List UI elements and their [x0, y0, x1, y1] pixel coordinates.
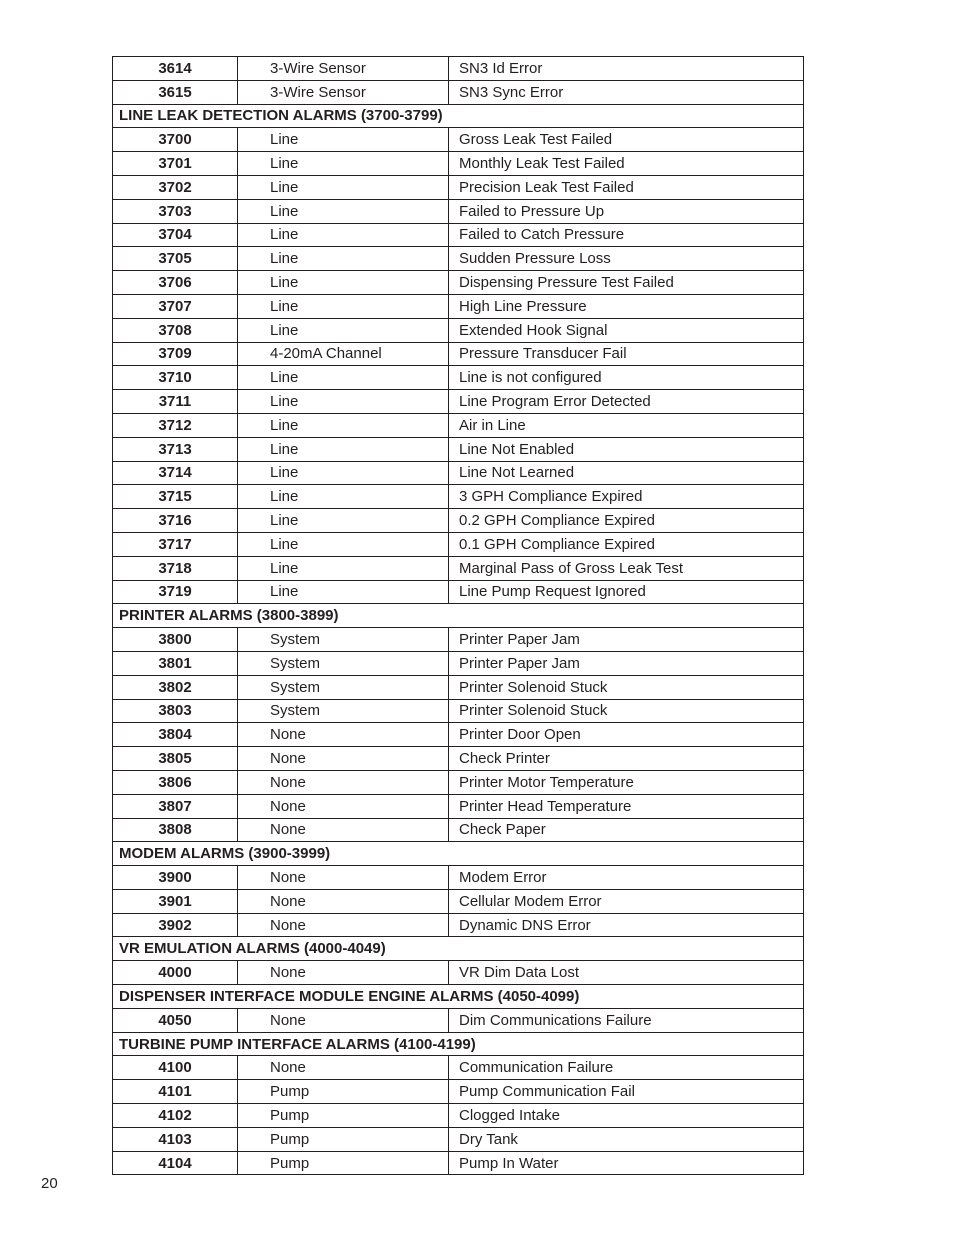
section-header-row: [113, 1032, 804, 1056]
alarm-description: Extended Hook Signal: [449, 318, 804, 342]
device-type: 3-Wire Sensor: [238, 57, 449, 81]
table-row: [113, 80, 804, 104]
alarm-code: 3711: [113, 390, 238, 414]
alarm-description: SN3 Id Error: [449, 57, 804, 81]
alarm-description: Printer Motor Temperature: [449, 770, 804, 794]
alarm-code: 4101: [113, 1080, 238, 1104]
alarm-code: 3804: [113, 723, 238, 747]
alarm-description: High Line Pressure: [449, 294, 804, 318]
device-type: Line: [238, 152, 449, 176]
alarm-code: 3701: [113, 152, 238, 176]
table-row: [113, 128, 804, 152]
alarm-description: Precision Leak Test Failed: [449, 175, 804, 199]
alarm-code: 3806: [113, 770, 238, 794]
alarm-code: 3800: [113, 628, 238, 652]
table-row: [113, 651, 804, 675]
device-type: Line: [238, 128, 449, 152]
alarm-description: Dispensing Pressure Test Failed: [449, 271, 804, 295]
table-row: [113, 1008, 804, 1032]
device-type: None: [238, 1056, 449, 1080]
device-type: Line: [238, 366, 449, 390]
alarm-code: 3700: [113, 128, 238, 152]
alarm-code: 4104: [113, 1151, 238, 1175]
table-row: [113, 747, 804, 771]
alarm-description: 3 GPH Compliance Expired: [449, 485, 804, 509]
alarm-description: 0.2 GPH Compliance Expired: [449, 509, 804, 533]
device-type: None: [238, 913, 449, 937]
alarm-code: 3715: [113, 485, 238, 509]
table-row: [113, 366, 804, 390]
alarm-description: SN3 Sync Error: [449, 80, 804, 104]
alarm-code: 3900: [113, 866, 238, 890]
page-number: 20: [41, 1175, 58, 1192]
device-type: Pump: [238, 1127, 449, 1151]
table-row: [113, 271, 804, 295]
table-row: [113, 223, 804, 247]
section-header-row: [113, 104, 804, 128]
table-row: [113, 318, 804, 342]
table-row: [113, 866, 804, 890]
alarm-description: Printer Door Open: [449, 723, 804, 747]
device-type: System: [238, 628, 449, 652]
alarm-code: 3713: [113, 437, 238, 461]
alarm-code: 3710: [113, 366, 238, 390]
device-type: Line: [238, 294, 449, 318]
device-type: 3-Wire Sensor: [238, 80, 449, 104]
alarm-code: 3803: [113, 699, 238, 723]
device-type: None: [238, 747, 449, 771]
alarm-description: Line Program Error Detected: [449, 390, 804, 414]
table-row: [113, 818, 804, 842]
device-type: Line: [238, 509, 449, 533]
table-row: [113, 509, 804, 533]
device-type: Line: [238, 413, 449, 437]
alarm-description: VR Dim Data Lost: [449, 961, 804, 985]
device-type: Pump: [238, 1104, 449, 1128]
device-type: Line: [238, 390, 449, 414]
device-type: None: [238, 818, 449, 842]
alarm-description: Clogged Intake: [449, 1104, 804, 1128]
alarm-code: 3703: [113, 199, 238, 223]
alarm-code: 3901: [113, 889, 238, 913]
table-row: [113, 961, 804, 985]
alarm-description: Line is not configured: [449, 366, 804, 390]
device-type: Line: [238, 580, 449, 604]
table-row: [113, 413, 804, 437]
device-type: None: [238, 866, 449, 890]
alarm-description: 0.1 GPH Compliance Expired: [449, 532, 804, 556]
section-header-row: [113, 937, 804, 961]
alarm-code: 3807: [113, 794, 238, 818]
alarm-code: 3902: [113, 913, 238, 937]
table-row: [113, 437, 804, 461]
device-type: None: [238, 961, 449, 985]
alarm-code: 4100: [113, 1056, 238, 1080]
device-type: Line: [238, 437, 449, 461]
device-type: None: [238, 723, 449, 747]
alarm-description: Line Not Learned: [449, 461, 804, 485]
alarm-description: Dynamic DNS Error: [449, 913, 804, 937]
table-row: [113, 723, 804, 747]
alarm-description: Failed to Pressure Up: [449, 199, 804, 223]
table-row: [113, 794, 804, 818]
device-type: Line: [238, 556, 449, 580]
table-row: [113, 461, 804, 485]
alarm-code: 3717: [113, 532, 238, 556]
alarm-code: 3708: [113, 318, 238, 342]
alarm-description: Gross Leak Test Failed: [449, 128, 804, 152]
alarm-code: 3714: [113, 461, 238, 485]
device-type: Pump: [238, 1151, 449, 1175]
alarm-description: Printer Paper Jam: [449, 628, 804, 652]
table-row: [113, 485, 804, 509]
table-row: [113, 247, 804, 271]
alarm-code: 4000: [113, 961, 238, 985]
table-row: [113, 1127, 804, 1151]
alarm-code: 3705: [113, 247, 238, 271]
alarm-code: 4050: [113, 1008, 238, 1032]
alarm-code: 3801: [113, 651, 238, 675]
table-row: [113, 770, 804, 794]
device-type: Line: [238, 485, 449, 509]
alarm-description: Dry Tank: [449, 1127, 804, 1151]
alarm-description: Marginal Pass of Gross Leak Test: [449, 556, 804, 580]
section-header: TURBINE PUMP INTERFACE ALARMS (4100-4199): [113, 1032, 804, 1056]
alarm-description: Communication Failure: [449, 1056, 804, 1080]
alarm-description: Air in Line: [449, 413, 804, 437]
table-row: [113, 199, 804, 223]
device-type: None: [238, 794, 449, 818]
table-row: [113, 175, 804, 199]
device-type: None: [238, 770, 449, 794]
table-row: [113, 57, 804, 81]
device-type: Line: [238, 247, 449, 271]
device-type: Line: [238, 223, 449, 247]
alarm-description: Printer Paper Jam: [449, 651, 804, 675]
section-header-row: [113, 985, 804, 1009]
alarm-description: Pump In Water: [449, 1151, 804, 1175]
section-header: VR EMULATION ALARMS (4000-4049): [113, 937, 804, 961]
section-header: MODEM ALARMS (3900-3999): [113, 842, 804, 866]
table-row: [113, 556, 804, 580]
alarm-description: Pressure Transducer Fail: [449, 342, 804, 366]
table-row: [113, 152, 804, 176]
alarm-code: 3615: [113, 80, 238, 104]
table-row: [113, 1104, 804, 1128]
table-row: [113, 1056, 804, 1080]
device-type: Line: [238, 461, 449, 485]
alarm-code: 3614: [113, 57, 238, 81]
table-row: [113, 390, 804, 414]
alarm-code: 3718: [113, 556, 238, 580]
device-type: 4-20mA Channel: [238, 342, 449, 366]
alarm-description: Monthly Leak Test Failed: [449, 152, 804, 176]
alarm-description: Printer Solenoid Stuck: [449, 699, 804, 723]
device-type: Line: [238, 318, 449, 342]
section-header: LINE LEAK DETECTION ALARMS (3700-3799): [113, 104, 804, 128]
table-row: [113, 913, 804, 937]
device-type: None: [238, 1008, 449, 1032]
alarm-code: 3709: [113, 342, 238, 366]
device-type: Line: [238, 199, 449, 223]
alarm-description: Line Pump Request Ignored: [449, 580, 804, 604]
alarm-code: 4103: [113, 1127, 238, 1151]
table-row: [113, 532, 804, 556]
table-row: [113, 294, 804, 318]
section-header-row: [113, 604, 804, 628]
table-row: [113, 699, 804, 723]
alarm-description: Cellular Modem Error: [449, 889, 804, 913]
alarm-code: 3704: [113, 223, 238, 247]
alarm-description: Failed to Catch Pressure: [449, 223, 804, 247]
table-row: [113, 1151, 804, 1175]
alarm-description: Check Paper: [449, 818, 804, 842]
device-type: None: [238, 889, 449, 913]
alarm-code: 3802: [113, 675, 238, 699]
alarm-description: Printer Solenoid Stuck: [449, 675, 804, 699]
table-row: [113, 889, 804, 913]
table-row: [113, 342, 804, 366]
device-type: Line: [238, 175, 449, 199]
device-type: System: [238, 699, 449, 723]
alarm-code: 3716: [113, 509, 238, 533]
device-type: Pump: [238, 1080, 449, 1104]
table-row: [113, 1080, 804, 1104]
alarm-table-body: [113, 57, 804, 1175]
section-header-row: [113, 842, 804, 866]
alarm-code: 3712: [113, 413, 238, 437]
alarm-code: 3702: [113, 175, 238, 199]
alarm-code: 3808: [113, 818, 238, 842]
table-row: [113, 675, 804, 699]
table-row: [113, 580, 804, 604]
alarm-code: 4102: [113, 1104, 238, 1128]
alarm-description: Line Not Enabled: [449, 437, 804, 461]
device-type: System: [238, 675, 449, 699]
alarm-code: 3707: [113, 294, 238, 318]
device-type: System: [238, 651, 449, 675]
device-type: Line: [238, 271, 449, 295]
alarm-code: 3805: [113, 747, 238, 771]
alarm-description: Dim Communications Failure: [449, 1008, 804, 1032]
alarm-code: 3706: [113, 271, 238, 295]
alarm-description: Pump Communication Fail: [449, 1080, 804, 1104]
table-row: [113, 628, 804, 652]
alarm-description: Check Printer: [449, 747, 804, 771]
alarm-description: Printer Head Temperature: [449, 794, 804, 818]
section-header: DISPENSER INTERFACE MODULE ENGINE ALARMS (4050-4099): [113, 985, 804, 1009]
alarm-description: Sudden Pressure Loss: [449, 247, 804, 271]
device-type: Line: [238, 532, 449, 556]
alarm-code: 3719: [113, 580, 238, 604]
section-header: PRINTER ALARMS (3800-3899): [113, 604, 804, 628]
alarm-description: Modem Error: [449, 866, 804, 890]
alarm-code-table: [112, 56, 804, 1175]
